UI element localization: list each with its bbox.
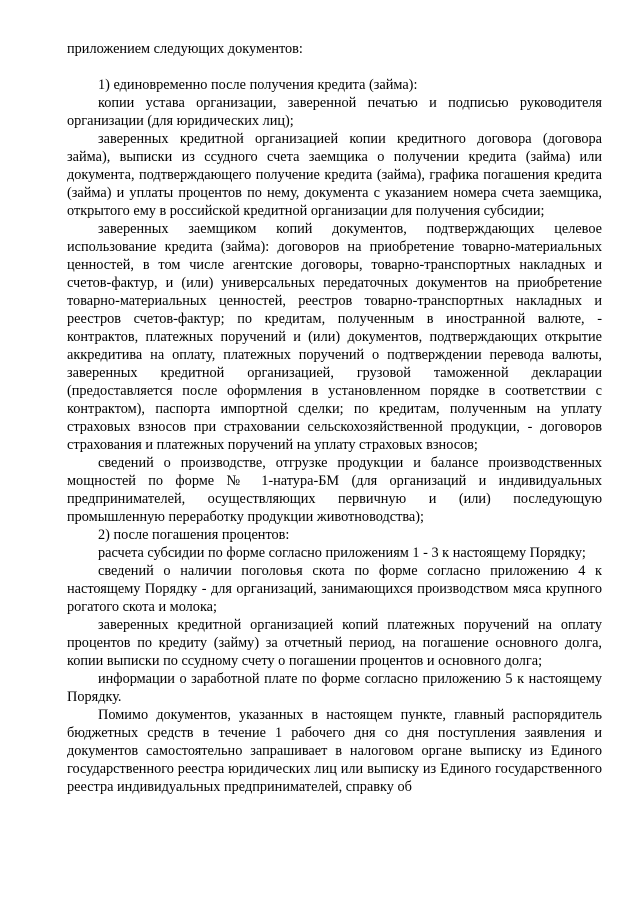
paragraph-production-info: сведений о производстве, отгрузке продукции и балансе производственных мощностей по форме № 1-натура-БМ (для организаций и индивидуальных предпринимателей, осуществляющих первичную и (или) последующую промышленную переработку продукции животноводства); [67,455,602,525]
paragraph-intro: приложением следующих документов: [67,41,303,57]
paragraph-target-use-documents: заверенных заемщиком копий документов, подтверждающих целевое использование кредита (займа): договоров на приобретение товарно-материальных ценностей, в том числе агентские договоры, товарно-транспортных накладных и счетов-фактур, и (или) универсальных передаточных документов на приобретение товарно-материальных ценностей, реестров товарно-транспортных накладных и реестров счетов-фактур; по кредитам, полученным в иностранной валюте, - контрактов, платежных поручений и (или) документов, подтверждающих открытие аккредитива на оплату, платежных поручений о подтверждении перевода валюты, заверенных кредитной организацией, грузовой таможенной декларации (предоставляется после оформления в установленном порядке в соответствии с контрактом), паспорта импортной сделки; по кредитам, полученным на уплату страховых взносов при страховании сельскохозяйственной продукции, - договоров страхования и платежных поручений на уплату страховых взносов; [67,221,602,453]
paragraph-additional-requests: Помимо документов, указанных в настоящем пункте, главный распорядитель бюджетных средств в течение 1 рабочего дня со дня поступления заявления и документов самостоятельно запрашивает в налоговом органе выписку из Единого государственного реестра юридических лиц или выписку из Единого государственного реестра индивидуальных предпринимателей, справку об [67,707,602,795]
paragraph-livestock-info: сведений о наличии поголовья скота по форме согласно приложению 4 к настоящему Порядку - для организаций, занимающихся производством мяса крупного рогатого скота и молока; [67,563,602,615]
paragraph-section-2-heading: 2) после погашения процентов: [98,527,290,543]
document-page [67,40,602,796]
paragraph-credit-agreement: заверенных кредитной организацией копии кредитного договора (договора займа), выписки из ссудного счета заемщика о получении кредита (займа) или документа, подтверждающего получение кредита (займа), графика погашения кредита (займа) и уплаты процентов по нему, документа с указанием номера счета заемщика, открытого ему в российской кредитной организации для получения субсидии; [67,131,602,219]
paragraph-charter-copies: копии устава организации, заверенной печатью и подписью руководителя организации (для юридических лиц); [67,95,602,129]
paragraph-payment-orders: заверенных кредитной организацией копий платежных поручений на оплату процентов по кредиту (займу) за отчетный период, на погашение основного долга, копии выписки по ссудному счету о погашении процентов и основного долга; [67,617,602,669]
paragraph-section-1-heading: 1) единовременно после получения кредита (займа): [98,77,418,93]
paragraph-salary-info: информации о заработной плате по форме согласно приложению 5 к настоящему Порядку. [67,671,602,705]
paragraph-subsidy-calculation: расчета субсидии по форме согласно приложениям 1 - 3 к настоящему Порядку; [98,545,586,561]
